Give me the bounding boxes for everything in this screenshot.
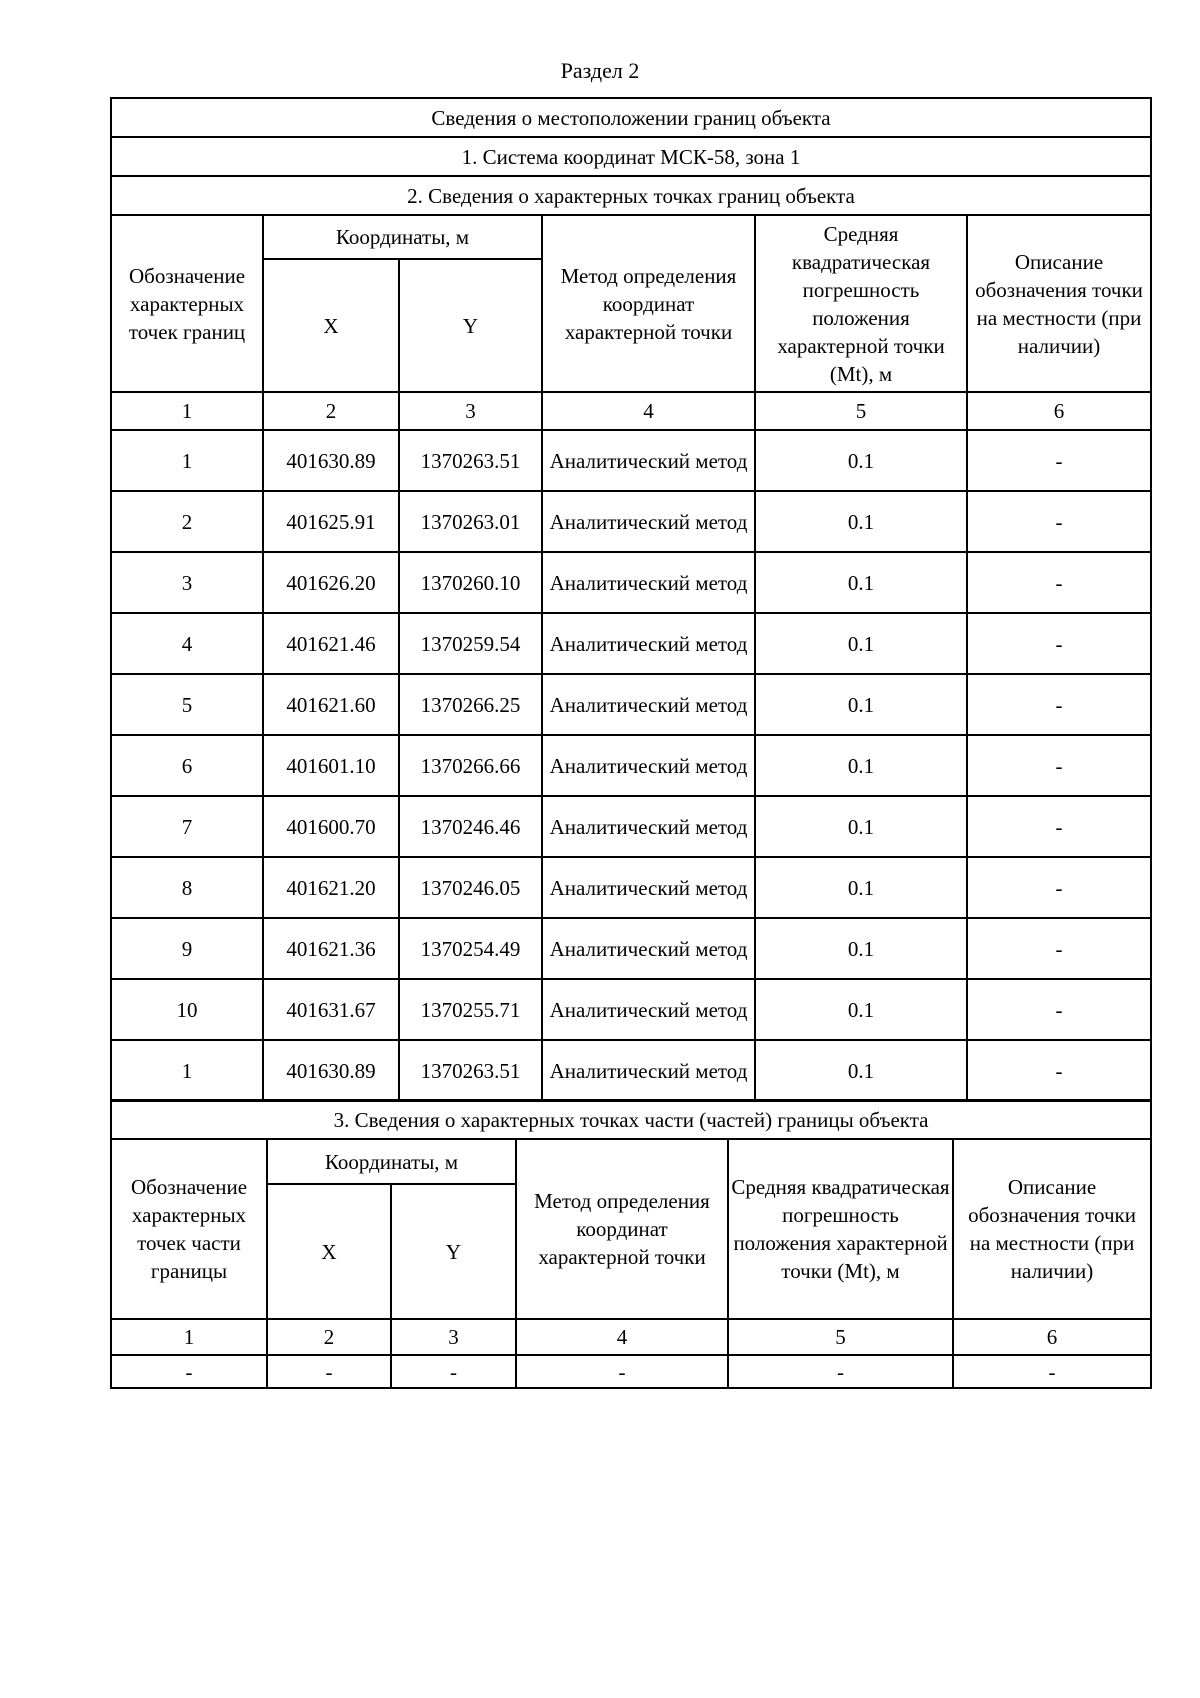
cell-x: - (267, 1355, 391, 1388)
cell-description: - (967, 1040, 1151, 1101)
part-header-description: Описание обозначения точки на местности (при наличии) (953, 1139, 1151, 1319)
table-row (111, 1355, 1151, 1388)
header-point-designation: Обозначение характерных точек границ (111, 215, 263, 392)
table-row (111, 979, 1151, 1040)
cell-y: 1370263.51 (399, 1040, 542, 1101)
cell-method: Аналитический метод (542, 552, 755, 613)
column-number: 4 (542, 392, 755, 430)
cell-x: 401621.46 (263, 613, 399, 674)
cell-x: 401601.10 (263, 735, 399, 796)
cell-point: 1 (111, 430, 263, 491)
cell-error: 0.1 (755, 613, 967, 674)
table-row (111, 552, 1151, 613)
cell-error: 0.1 (755, 552, 967, 613)
table-row (111, 918, 1151, 979)
part-column-number: 4 (516, 1319, 728, 1355)
cell-point: 1 (111, 1040, 263, 1101)
cell-x: 401600.70 (263, 796, 399, 857)
cell-y: 1370263.01 (399, 491, 542, 552)
cell-point: 2 (111, 491, 263, 552)
cell-point: 10 (111, 979, 263, 1040)
cell-y: 1370259.54 (399, 613, 542, 674)
part-column-number: 5 (728, 1319, 953, 1355)
cell-description: - (967, 674, 1151, 735)
section-label: Раздел 2 (560, 58, 640, 83)
cell-description: - (967, 613, 1151, 674)
cell-point: 9 (111, 918, 263, 979)
cell-method: Аналитический метод (542, 796, 755, 857)
table-row (111, 491, 1151, 552)
cell-y: 1370254.49 (399, 918, 542, 979)
cell-point: 3 (111, 552, 263, 613)
header-description: Описание обозначения точки на местности (при наличии) (967, 215, 1151, 392)
cell-y: 1370266.25 (399, 674, 542, 735)
cell-description: - (967, 918, 1151, 979)
cell-point: 8 (111, 857, 263, 918)
cell-x: 401625.91 (263, 491, 399, 552)
column-number: 6 (967, 392, 1151, 430)
part-column-number: 3 (391, 1319, 516, 1355)
part-boundary-points-table (110, 1099, 1152, 1389)
column-number: 1 (111, 392, 263, 430)
cell-description: - (967, 491, 1151, 552)
cell-method: Аналитический метод (542, 430, 755, 491)
cell-method: Аналитический метод (542, 674, 755, 735)
part-section-title: 3. Сведения о характерных точках части (частей) границы объекта (111, 1100, 1151, 1139)
column-number: 2 (263, 392, 399, 430)
points-section-title: 2. Сведения о характерных точках границ объекта (111, 176, 1151, 215)
cell-error: 0.1 (755, 674, 967, 735)
header-y: Y (399, 259, 542, 392)
cell-method: Аналитический метод (542, 735, 755, 796)
part-column-number: 2 (267, 1319, 391, 1355)
column-number: 3 (399, 392, 542, 430)
column-number: 5 (755, 392, 967, 430)
cell-error: 0.1 (755, 979, 967, 1040)
cell-y: 1370255.71 (399, 979, 542, 1040)
table-row (111, 857, 1151, 918)
part-column-number: 1 (111, 1319, 267, 1355)
part-column-number: 6 (953, 1319, 1151, 1355)
cell-y: 1370263.51 (399, 430, 542, 491)
cell-error: 0.1 (755, 796, 967, 857)
coordinate-system: 1. Система координат МСК-58, зона 1 (111, 137, 1151, 176)
cell-error: 0.1 (755, 430, 967, 491)
cell-point: 5 (111, 674, 263, 735)
cell-method: Аналитический метод (542, 491, 755, 552)
cell-y: 1370246.05 (399, 857, 542, 918)
table-title: Сведения о местоположении границ объекта (111, 98, 1151, 137)
header-method: Метод определения координат характерной точки (542, 215, 755, 392)
cell-y: - (391, 1355, 516, 1388)
cell-method: Аналитический метод (542, 613, 755, 674)
table-row (111, 735, 1151, 796)
cell-point: 4 (111, 613, 263, 674)
cell-point: 7 (111, 796, 263, 857)
part-header-x: X (267, 1184, 391, 1319)
part-header-error: Средняя квадратическая погрешность положения характерной точки (Mt), м (728, 1139, 953, 1319)
cell-description: - (967, 979, 1151, 1040)
table-row (111, 796, 1151, 857)
cell-x: 401621.60 (263, 674, 399, 735)
cell-error: 0.1 (755, 857, 967, 918)
cell-error: - (728, 1355, 953, 1388)
cell-method: Аналитический метод (542, 857, 755, 918)
part-header-y: Y (391, 1184, 516, 1319)
cell-description: - (967, 552, 1151, 613)
table-row (111, 1040, 1151, 1101)
cell-point: - (111, 1355, 267, 1388)
cell-description: - (953, 1355, 1151, 1388)
cell-x: 401626.20 (263, 552, 399, 613)
cell-error: 0.1 (755, 918, 967, 979)
table-row (111, 674, 1151, 735)
cell-error: 0.1 (755, 1040, 967, 1101)
cell-description: - (967, 857, 1151, 918)
cell-x: 401630.89 (263, 430, 399, 491)
cell-y: 1370260.10 (399, 552, 542, 613)
part-header-method: Метод определения координат характерной точки (516, 1139, 728, 1319)
part-header-point-designation: Обозначение характерных точек части границы (111, 1139, 267, 1319)
header-x: X (263, 259, 399, 392)
cell-x: 401631.67 (263, 979, 399, 1040)
boundary-points-table (110, 97, 1152, 1102)
cell-method: Аналитический метод (542, 979, 755, 1040)
cell-description: - (967, 430, 1151, 491)
cell-description: - (967, 796, 1151, 857)
table-row (111, 430, 1151, 491)
cell-y: 1370246.46 (399, 796, 542, 857)
header-error: Средняя квадратическая погрешность положения характерной точки (Mt), м (755, 215, 967, 392)
cell-method: Аналитический метод (542, 918, 755, 979)
cell-method: Аналитический метод (542, 1040, 755, 1101)
header-coordinates: Координаты, м (263, 215, 542, 259)
cell-x: 401630.89 (263, 1040, 399, 1101)
cell-error: 0.1 (755, 491, 967, 552)
table-row (111, 613, 1151, 674)
cell-x: 401621.20 (263, 857, 399, 918)
cell-y: 1370266.66 (399, 735, 542, 796)
cell-error: 0.1 (755, 735, 967, 796)
part-header-coordinates: Координаты, м (267, 1139, 516, 1184)
cell-method: - (516, 1355, 728, 1388)
cell-description: - (967, 735, 1151, 796)
cell-point: 6 (111, 735, 263, 796)
cell-x: 401621.36 (263, 918, 399, 979)
